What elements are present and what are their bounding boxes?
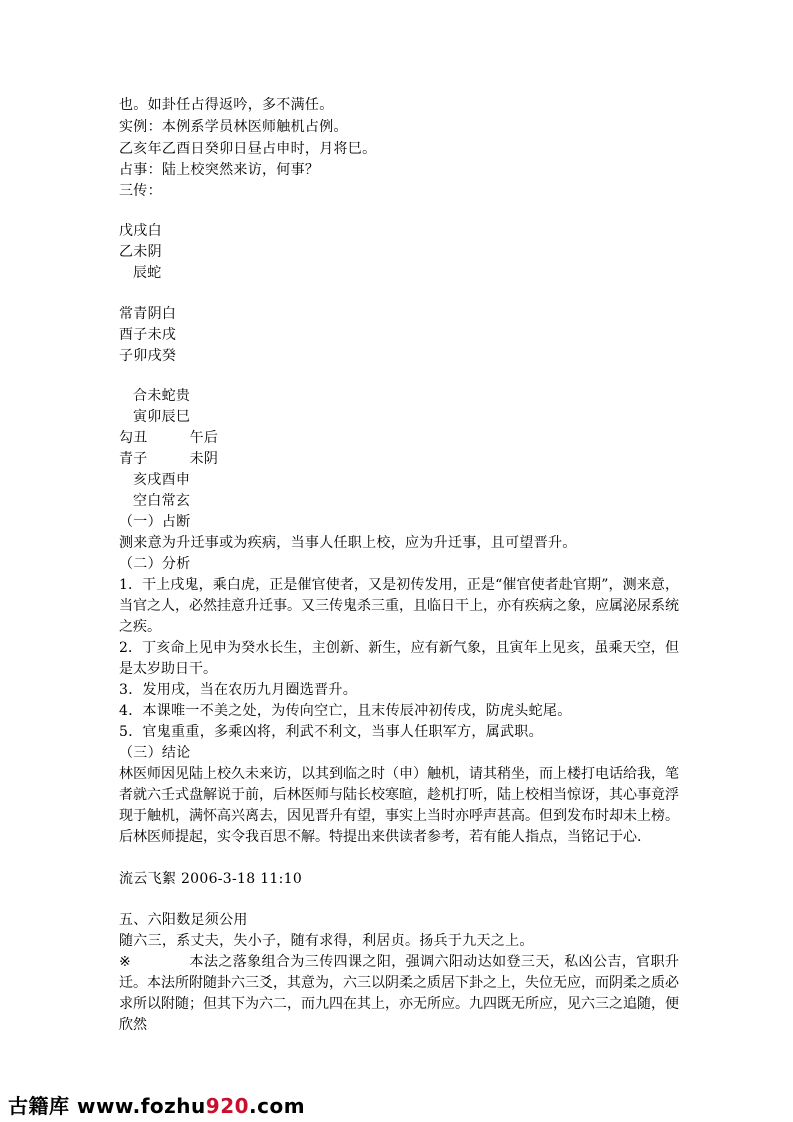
section-title: 五、六阳数足须公用 xyxy=(119,912,248,928)
san-chuan-line: 戊戌白 xyxy=(119,223,162,239)
san-chuan-line: 辰蛇 xyxy=(133,265,162,281)
signature-line: 流云飞絮 2006-3-18 11:10 xyxy=(119,871,303,887)
analysis-item: 3．发用戌，当在农历九月圈选晋升。 xyxy=(119,682,358,698)
tian-pan-left: 勾丑 xyxy=(119,430,148,446)
text-line: 占事：陆上校突然来访，何事？ xyxy=(119,162,320,178)
tian-pan-line: 空白常玄 xyxy=(133,493,191,509)
conclusion-paragraph: 林医师因见陆上校久未来访，以其到临之时（申）触机，请其稍坐，而上楼打电话给我，笔者就六壬式盘解说于前，后林医师与陆长校寒暄，趁机打听，陆上校相当惊讶，其心事竟浮现于触机，满怀高兴离去，因见晋升有望，事实上当时亦呼声甚高。但到发布时却未上榜。后林医师提起，实令我百思不解。特提出来供读者参考，若有能人指点，当铭记于心. xyxy=(119,766,679,845)
analysis-item: 4．本课唯一不美之处，为传向空亡，且末传辰冲初传戌，防虎头蛇尾。 xyxy=(119,703,572,719)
tian-pan-left: 青子 xyxy=(119,451,148,467)
text-line: 实例：本例系学员林医师触机占例。 xyxy=(119,119,348,135)
site-name: 古籍库 xyxy=(8,1094,70,1118)
text-line: 三传： xyxy=(119,183,162,199)
tian-pan-line xyxy=(119,449,218,469)
paragraph: 测来意为升迁事或为疾病，当事人任职上校，应为升迁事，且可望晋升。 xyxy=(119,535,577,551)
section-heading: （二）分析 xyxy=(119,556,191,572)
tian-pan-line: 亥戌酉申 xyxy=(133,472,191,488)
paragraph-text: 本法之落象组合为三传四课之阳，强调六阳动达如登三天，私凶公吉，官职升迁。本法所附随卦六三爻，其意为，六三以阴柔之质居下卦之上，失位无应，而阴柔之质必求所以附随；但其下为六二，而九四在其上，亦无所应。九四既无所应，见六三之追随，便欣然 xyxy=(119,954,679,1033)
si-ke-line: 酉子未戌 xyxy=(119,327,177,343)
tian-pan-right: 午后 xyxy=(189,430,219,446)
section-heading: （一）占断 xyxy=(119,514,191,530)
analysis-item: 1．干上戌鬼，乘白虎，正是催官使者，又是初传发用，正是“催官使者赴官期”，测来意，当官之人，必然挂意升迁事。又三传鬼杀三重，且临日干上，亦有疾病之象，应属泌尿系统之疾。 xyxy=(119,577,679,635)
tian-pan-line xyxy=(119,428,218,448)
paragraph xyxy=(119,952,679,1036)
san-chuan-line: 乙未阴 xyxy=(119,244,162,260)
si-ke-line: 常青阴白 xyxy=(119,306,177,322)
tian-pan-right: 未阴 xyxy=(189,451,219,467)
text-line: 乙亥年乙酉日癸卯日昼占申时，月将巳。 xyxy=(119,141,377,157)
reference-mark: ※ xyxy=(119,954,132,970)
site-watermark xyxy=(8,1090,305,1119)
tian-pan-line: 合未蛇贵 xyxy=(133,388,191,404)
text-line: 也。如卦任占得返吟，多不满任。 xyxy=(119,97,334,113)
tian-pan-line: 寅卯辰巳 xyxy=(133,409,191,425)
analysis-item: 2．丁亥命上见申为癸水长生，主创新、新生，应有新气象，且寅年上见亥，虽乘天空，但是太岁助日干。 xyxy=(119,640,679,677)
si-ke-line: 子卯戌癸 xyxy=(119,348,177,364)
site-url: www.fozhu920.com xyxy=(76,1094,306,1118)
paragraph: 随六三，系丈夫，失小子，随有求得，利居贞。扬兵于九天之上。 xyxy=(119,933,534,949)
analysis-item: 5．官鬼重重，多乘凶将，利武不利文，当事人任职军方，属武职。 xyxy=(119,724,543,740)
section-heading: （三）结论 xyxy=(119,745,191,761)
